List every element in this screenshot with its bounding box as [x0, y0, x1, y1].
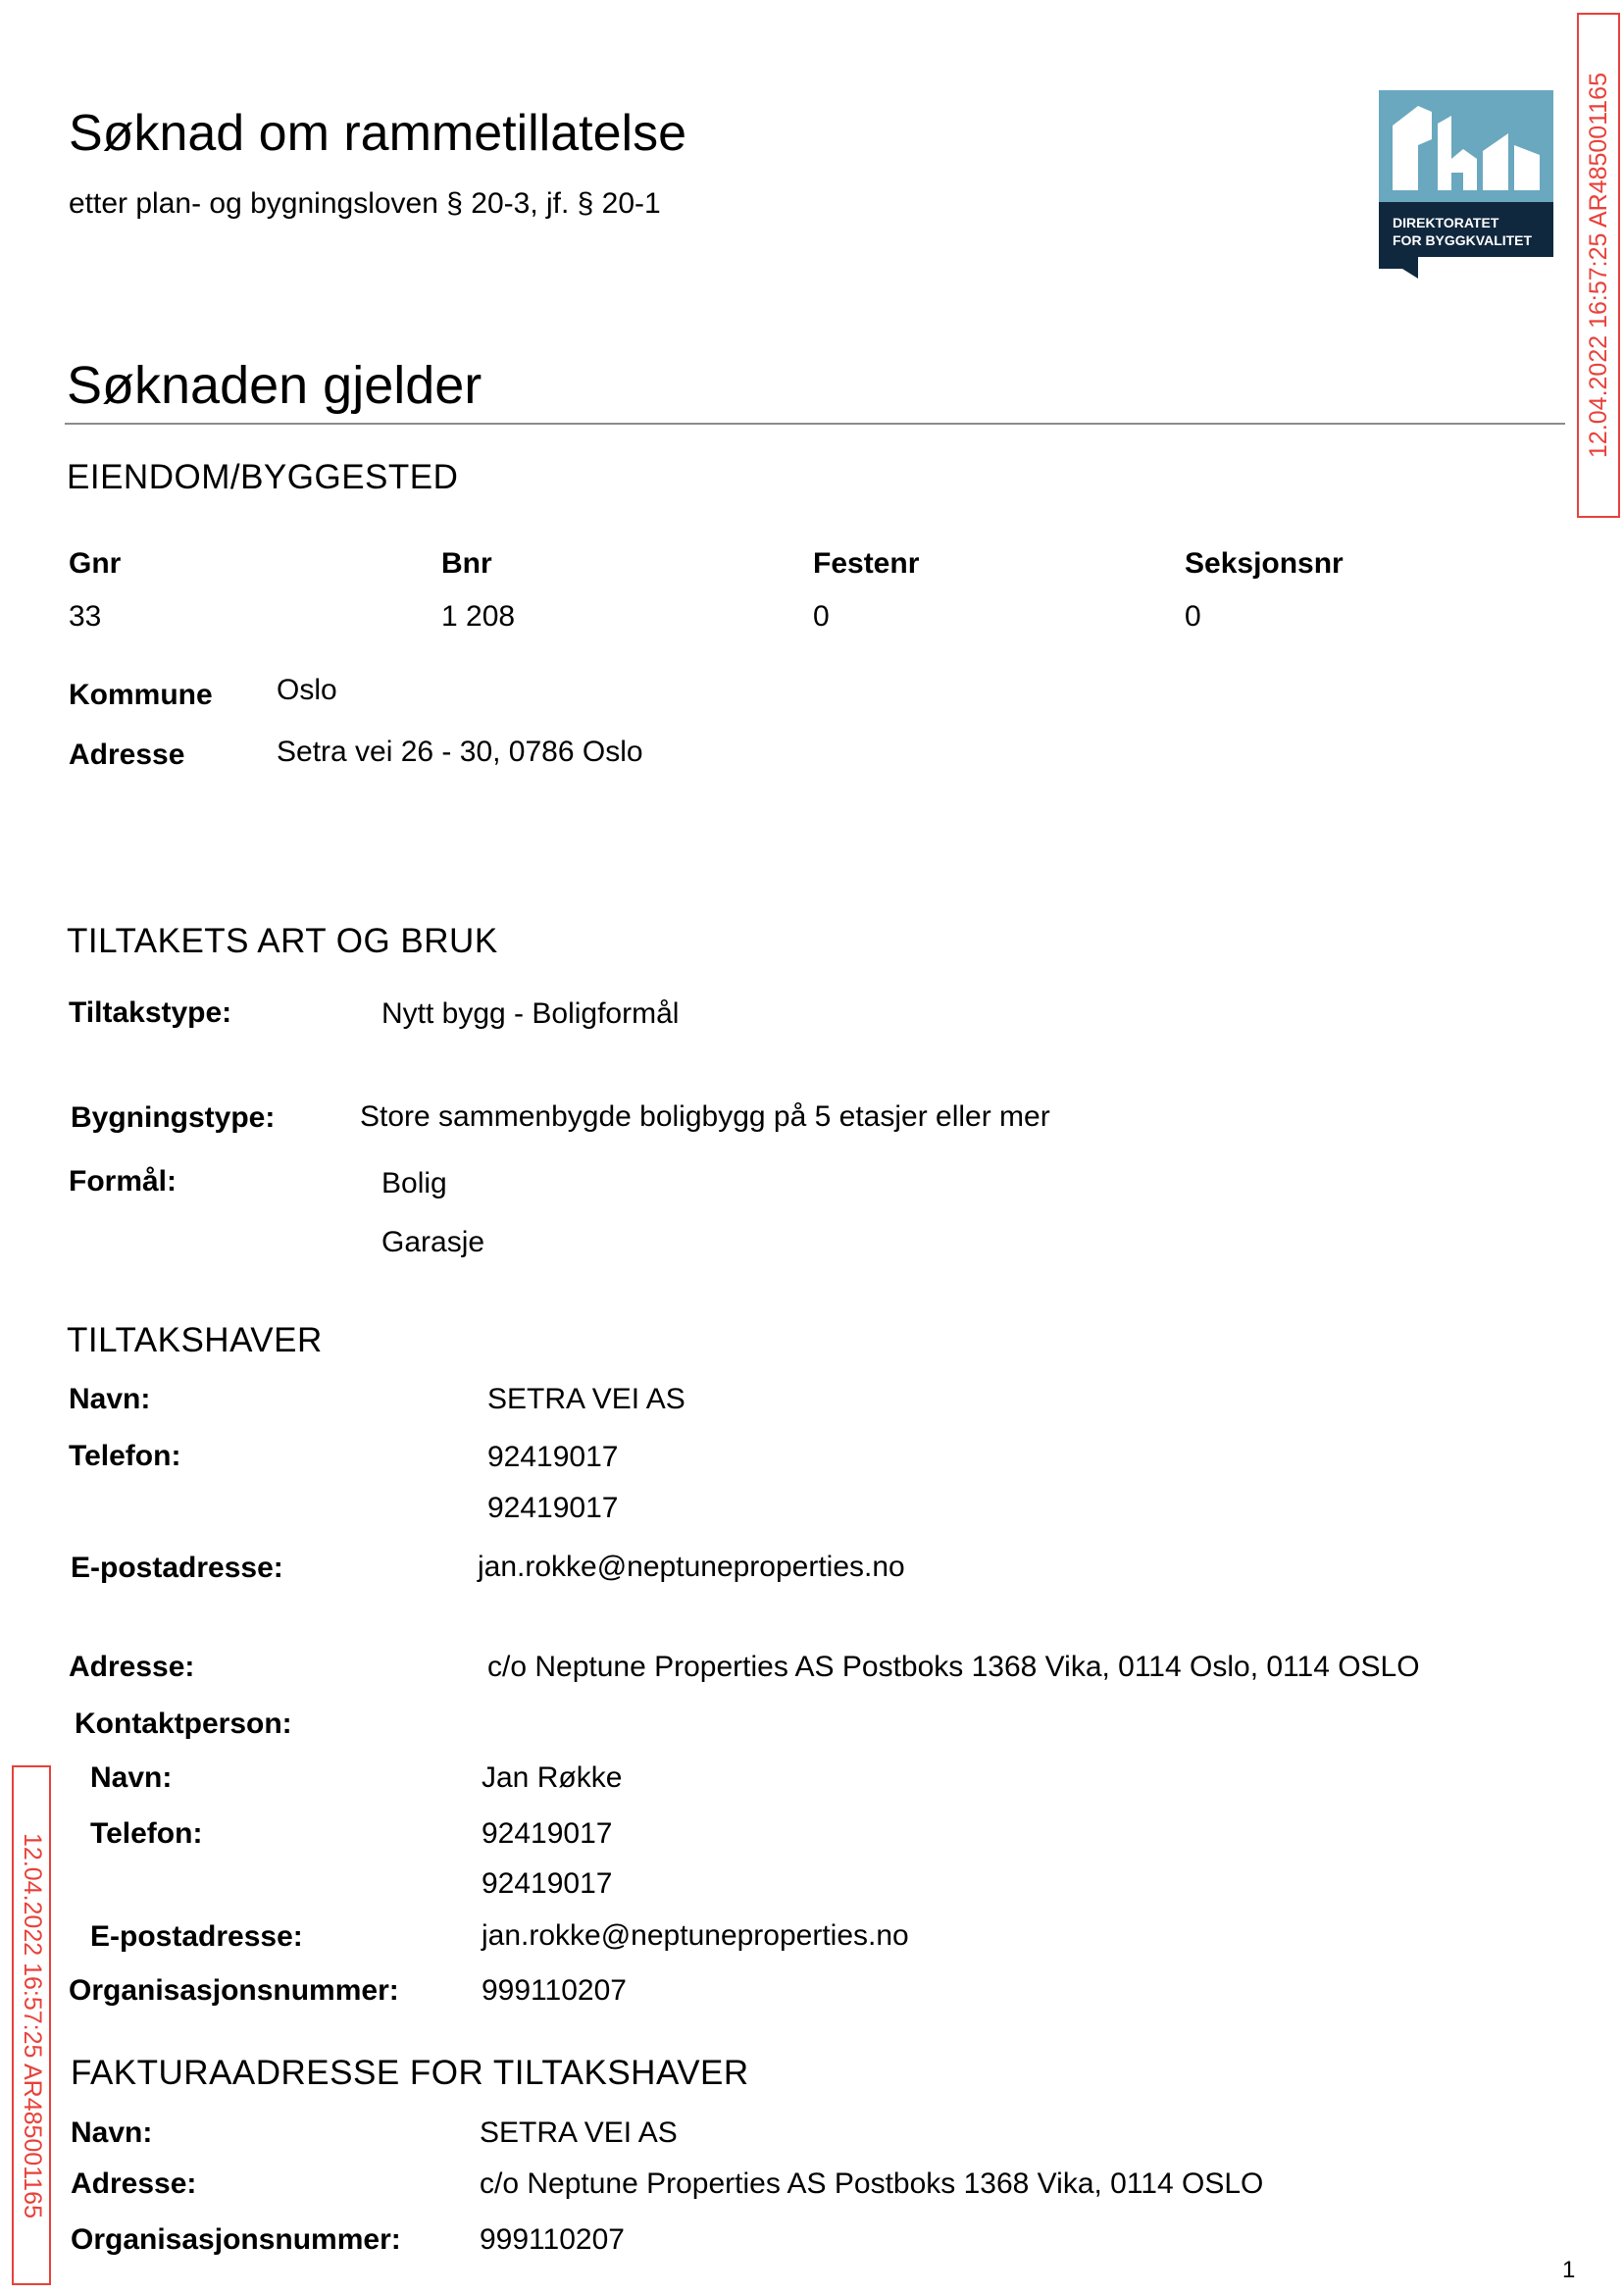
festenr-value: 0 [813, 600, 830, 633]
kontakt-telefon-value: 92419017 [482, 1817, 613, 1850]
tiltakstype-value: Nytt bygg - Boligformål [381, 997, 680, 1030]
gnr-value: 33 [69, 600, 102, 633]
adresse-label: Adresse: [69, 1651, 195, 1683]
faktura-heading: FAKTURAADRESSE FOR TILTAKSHAVER [71, 2054, 749, 2092]
kontaktperson-label: Kontaktperson: [75, 1708, 292, 1740]
kontakt-epost-value: jan.rokke@neptuneproperties.no [482, 1919, 909, 1952]
tiltakstype-label: Tiltakstype: [69, 996, 232, 1029]
telefon-value: 92419017 [487, 1441, 619, 1473]
kommune-label: Kommune [69, 679, 213, 711]
eiendom-heading: EIENDOM/BYGGESTED [67, 458, 459, 496]
bnr-value: 1 208 [441, 600, 516, 633]
seksjonsnr-label: Seksjonsnr [1185, 547, 1344, 580]
adresse-label: Adresse [69, 739, 185, 771]
document-subtitle: etter plan- og bygningsloven § 20-3, jf. § 20-1 [69, 187, 661, 220]
faktura-navn-value: SETRA VEI AS [480, 2116, 678, 2149]
formal-label: Formål: [69, 1165, 178, 1198]
epost-label: E-postadresse: [71, 1552, 283, 1584]
logo-text-line-1: DIREKTORATET [1393, 215, 1499, 230]
stamp-text: 12.04.2022 16:57:25 AR485001165 [18, 1832, 46, 2218]
section-main-heading: Søknaden gjelder [67, 356, 482, 415]
kontakt-navn-label: Navn: [90, 1761, 173, 1794]
festenr-label: Festenr [813, 547, 920, 580]
kontakt-telefon-value: 92419017 [482, 1867, 613, 1900]
navn-label: Navn: [69, 1383, 151, 1415]
page-number: 1 [1562, 2257, 1576, 2283]
seksjonsnr-value: 0 [1185, 600, 1201, 633]
bygningstype-label: Bygningstype: [71, 1101, 276, 1134]
document-title: Søknad om rammetillatelse [69, 105, 686, 162]
kontakt-epost-label: E-postadresse: [90, 1920, 303, 1953]
heading-divider [65, 423, 1565, 425]
received-stamp-top [1577, 13, 1620, 518]
adresse-value: Setra vei 26 - 30, 0786 Oslo [277, 736, 643, 768]
orgnr-value: 999110207 [482, 1974, 627, 2007]
adresse-value: c/o Neptune Properties AS Postboks 1368 Vika, 0114 Oslo, 0114 OSLO [487, 1651, 1420, 1683]
gnr-label: Gnr [69, 547, 122, 580]
faktura-orgnr-value: 999110207 [480, 2223, 625, 2256]
kommune-value: Oslo [277, 674, 337, 706]
kontakt-telefon-label: Telefon: [90, 1817, 203, 1850]
epost-value: jan.rokke@neptuneproperties.no [478, 1551, 905, 1583]
faktura-navn-label: Navn: [71, 2116, 153, 2149]
faktura-orgnr-label: Organisasjonsnummer: [71, 2223, 401, 2256]
faktura-adresse-label: Adresse: [71, 2167, 197, 2200]
kontakt-navn-value: Jan Røkke [482, 1761, 623, 1794]
navn-value: SETRA VEI AS [487, 1383, 685, 1415]
telefon-label: Telefon: [69, 1440, 181, 1472]
dibk-logo [1379, 90, 1553, 279]
faktura-adresse-value: c/o Neptune Properties AS Postboks 1368 Vika, 0114 OSLO [480, 2167, 1264, 2200]
telefon-value: 92419017 [487, 1492, 619, 1524]
formal-value: Bolig [381, 1167, 447, 1199]
tiltak-heading: TILTAKETS ART OG BRUK [67, 922, 498, 960]
received-stamp-left [12, 1765, 51, 2285]
orgnr-label: Organisasjonsnummer: [69, 1974, 399, 2007]
logo-flag [1379, 257, 1418, 279]
logo-text-line-2: FOR BYGGKVALITET [1393, 232, 1533, 248]
formal-value: Garasje [381, 1226, 485, 1258]
stamp-text: 12.04.2022 16:57:25 AR485001165 [1584, 73, 1612, 458]
bnr-label: Bnr [441, 547, 492, 580]
bygningstype-value: Store sammenbygde boligbygg på 5 etasjer eller mer [360, 1100, 1050, 1133]
tiltakshaver-heading: TILTAKSHAVER [67, 1321, 323, 1359]
